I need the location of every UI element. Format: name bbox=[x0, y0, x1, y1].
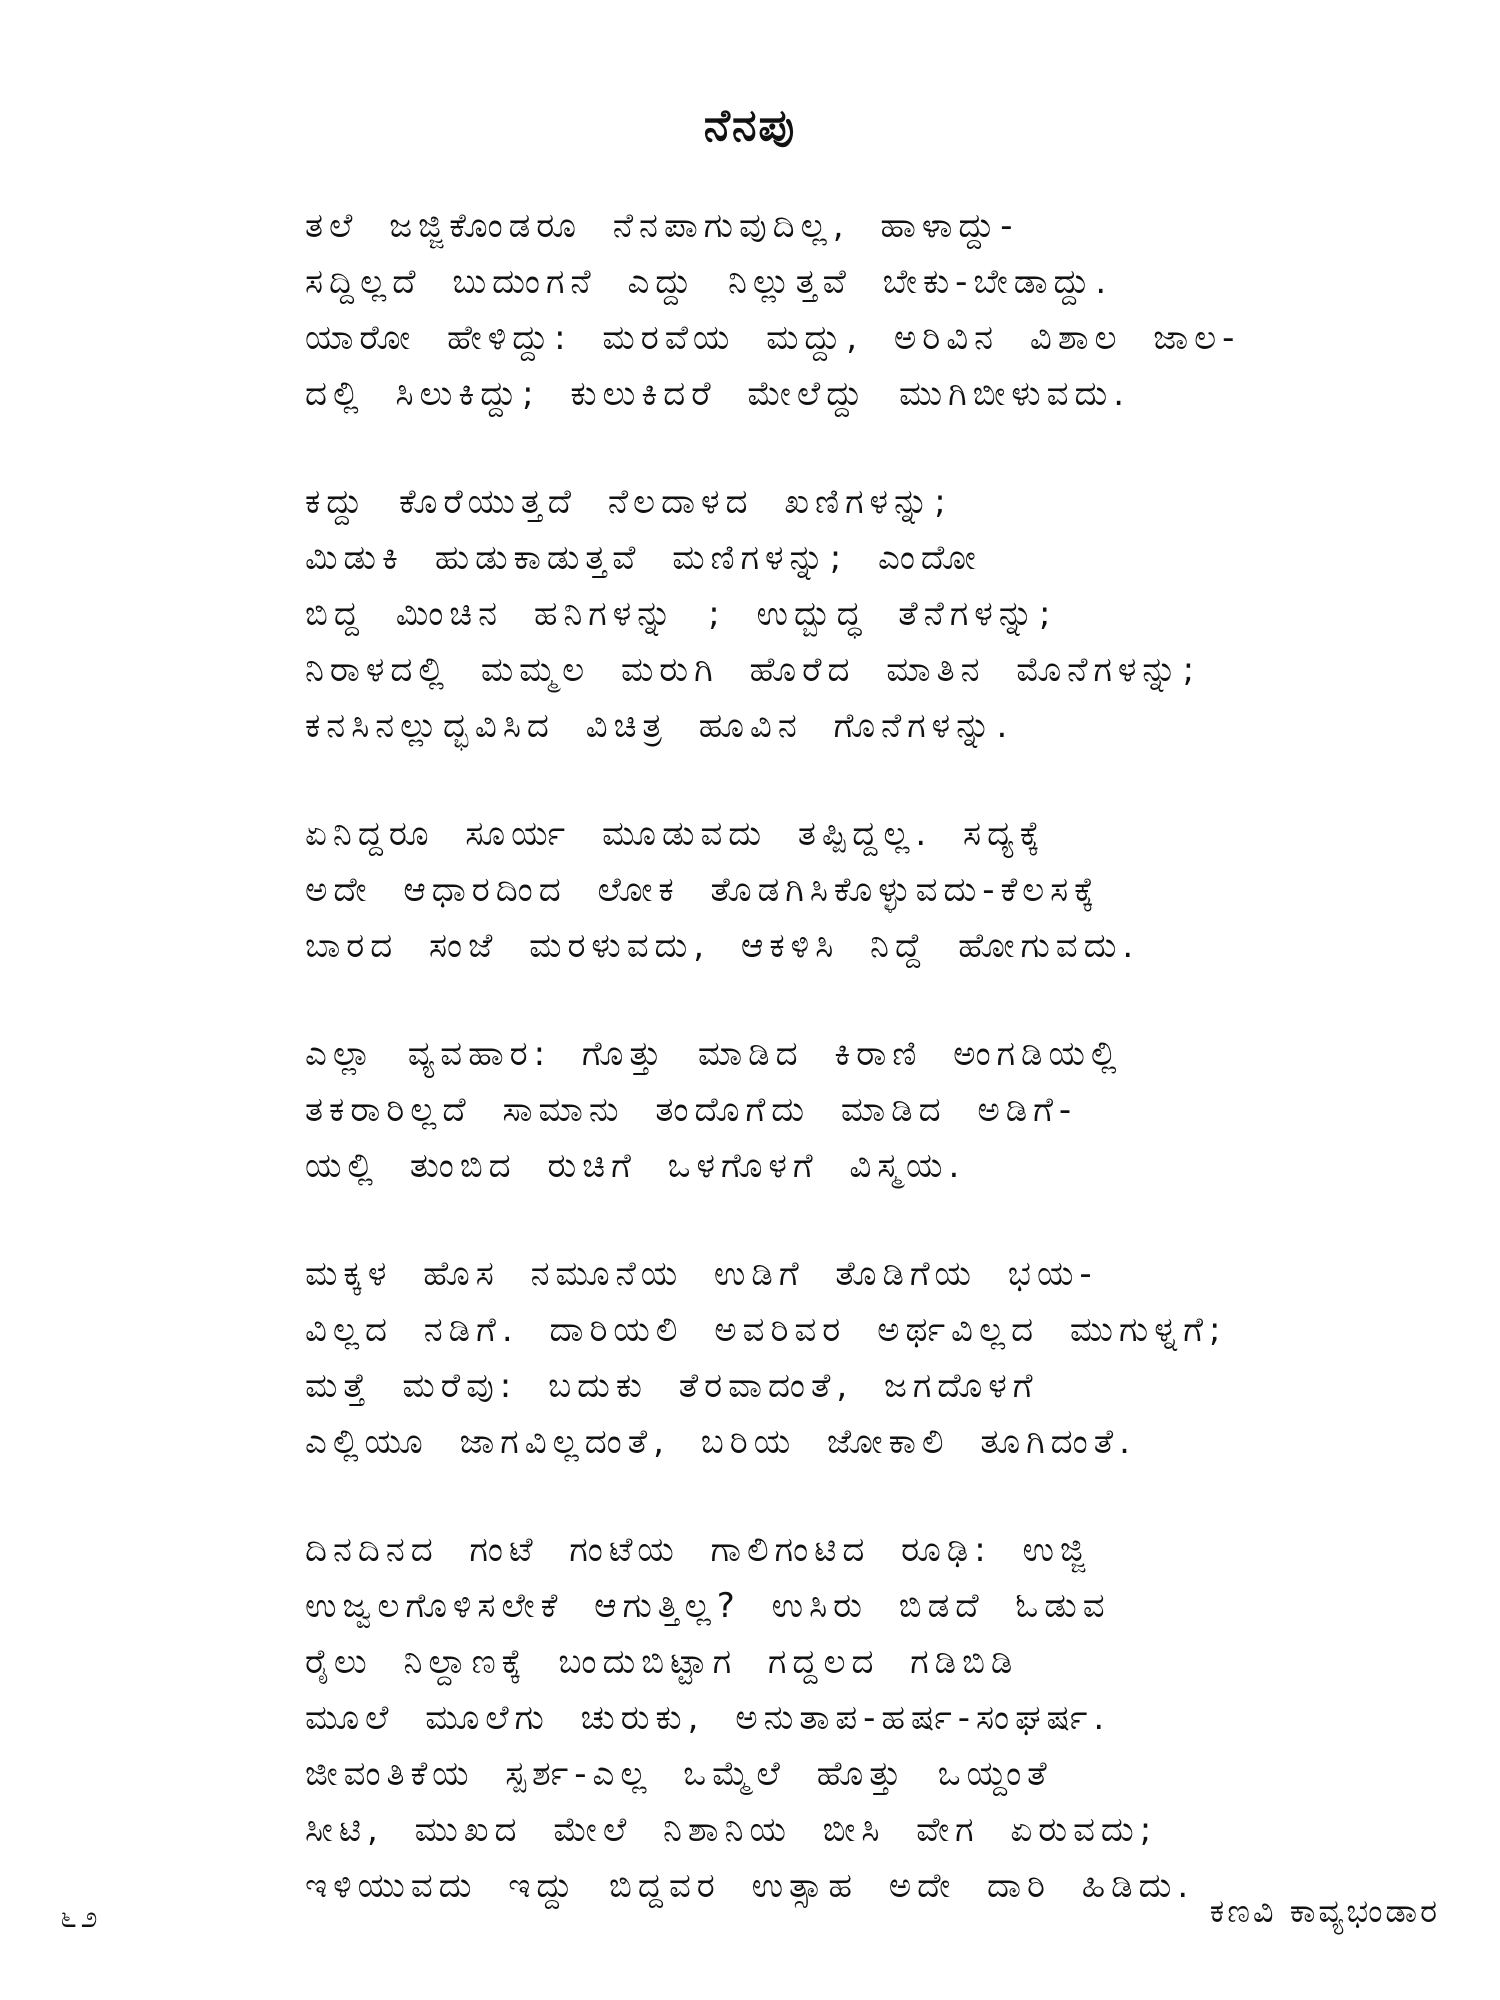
poem-line: ಸದ್ದಿಲ್ಲದೆ ಬುದುಂಗನೆ ಎದ್ದು ನಿಲ್ಲುತ್ತವೆ ಬೇಕು-ಬೇಡಾದ್ದು. bbox=[305, 262, 1113, 302]
poem-line: ದಲ್ಲಿ ಸಿಲುಕಿದ್ದು; ಕುಲುಕಿದರೆ ಮೇಲೆದ್ದು ಮುಗಿಬೀಳುವದು. bbox=[305, 374, 1131, 414]
poem-line: ಕನಸಿನಲ್ಲುದ್ಭವಿಸಿದ ವಿಚಿತ್ರ ಹೂವಿನ ಗೊನೆಗಳನ್ನು. bbox=[305, 706, 1014, 746]
poem-line: ಕದ್ದು ಕೊರೆಯುತ್ತದೆ ನೆಲದಾಳದ ಖಣಿಗಳನ್ನು; bbox=[305, 482, 952, 522]
page-number: ೬೨ bbox=[60, 1900, 102, 1935]
poem-line: ಅದೇ ಆಧಾರದಿಂದ ಲೋಕ ತೊಡಗಿಸಿಕೊಳ್ಳುವದು-ಕೆಲಸಕ್ಕೆ bbox=[305, 870, 1101, 910]
poem-line: ಜೀವಂತಿಕೆಯ ಸ್ಪರ್ಶ-ಎಲ್ಲ ಒಮ್ಮೆಲೆ ಹೊತ್ತು ಒಯ್ದಂತೆ bbox=[305, 1754, 1053, 1794]
stanza-5 bbox=[305, 1246, 1435, 1470]
poem-line: ಮೂಲೆ ಮೂಲೆಗು ಚುರುಕು, ಅನುತಾಪ-ಹರ್ಷ-ಸಂಘರ್ಷ. bbox=[305, 1698, 1111, 1738]
poem-line: ಮಿಡುಕಿ ಹುಡುಕಾಡುತ್ತವೆ ಮಣಿಗಳನ್ನು; ಎಂದೋ bbox=[305, 538, 982, 578]
stanza-3 bbox=[305, 806, 1435, 974]
poem-line: ತಲೆ ಜಜ್ಜಿಕೊಂಡರೂ ನೆನಪಾಗುವುದಿಲ್ಲ, ಹಾಳಾದ್ದು- bbox=[305, 206, 1019, 246]
poem-line: ಮತ್ತೆ ಮರೆವು: ಬದುಕು ತೆರವಾದಂತೆ, ಜಗದೊಳಗೆ bbox=[305, 1366, 1039, 1406]
poem-body bbox=[305, 198, 1435, 1966]
poem-line: ನಿರಾಳದಲ್ಲಿ ಮಮ್ಮಲ ಮರುಗಿ ಹೊರೆದ ಮಾತಿನ ಮೊನೆಗಳನ್ನು; bbox=[305, 650, 1201, 690]
stanza-6 bbox=[305, 1522, 1435, 1914]
poem-line: ಇಳಿಯುವದು ಇದ್ದು ಬಿದ್ದವರ ಉತ್ಸಾಹ ಅದೇ ದಾರಿ ಹಿಡಿದು. bbox=[305, 1866, 1195, 1906]
poem-title: ನೆನಪು bbox=[703, 100, 797, 151]
stanza-4 bbox=[305, 1026, 1435, 1194]
poem-line: ಎಲ್ಲಿಯೂ ಜಾಗವಿಲ್ಲದಂತೆ, ಬರಿಯ ಜೋಕಾಲಿ ತೂಗಿದಂತೆ. bbox=[305, 1422, 1136, 1462]
poem-line: ಬಾರದ ಸಂಜೆ ಮರಳುವದು, ಆಕಳಿಸಿ ನಿದ್ದೆ ಹೋಗುವದು. bbox=[305, 926, 1140, 966]
poem-line: ರೈಲು ನಿಲ್ದಾಣಕ್ಕೆ ಬಂದುಬಿಟ್ಟಾಗ ಗದ್ದಲದ ಗಡಿಬಿಡಿ bbox=[305, 1642, 1019, 1682]
poem-line: ತಕರಾರಿಲ್ಲದೆ ಸಾಮಾನು ತಂದೊಗೆದು ಮಾಡಿದ ಅಡಿಗೆ- bbox=[305, 1090, 1078, 1130]
poem-line: ಏನಿದ್ದರೂ ಸೂರ್ಯ ಮೂಡುವದು ತಪ್ಪಿದ್ದಲ್ಲ. ಸದ್ಯಕ್ಕೆ bbox=[305, 814, 1046, 854]
poem-line: ಯಾರೋ ಹೇಳಿದ್ದು: ಮರವೆಯ ಮದ್ದು, ಅರಿವಿನ ವಿಶಾಲ ಜಾಲ- bbox=[305, 318, 1241, 358]
poem-line: ಉಜ್ವಲಗೊಳಿಸಲೇಕೆ ಆಗುತ್ತಿಲ್ಲ? ಉಸಿರು ಬಿಡದೆ ಓಡುವ bbox=[305, 1586, 1111, 1626]
stanza-1 bbox=[305, 198, 1435, 422]
poem-line: ಎಲ್ಲಾ ವ್ಯವಹಾರ: ಗೊತ್ತು ಮಾಡಿದ ಕಿರಾಣಿ ಅಂಗಡಿಯಲ್ಲಿ bbox=[305, 1034, 1123, 1074]
poem-line: ಬಿದ್ದ ಮಿಂಚಿನ ಹನಿಗಳನ್ನು ; ಉದ್ಬುದ್ಧ ತೆನೆಗಳನ್ನು; bbox=[305, 594, 1057, 634]
stanza-2 bbox=[305, 474, 1435, 754]
poem-line: ವಿಲ್ಲದ ನಡಿಗೆ. ದಾರಿಯಲಿ ಅವರಿವರ ಅರ್ಥವಿಲ್ಲದ ಮುಗುಳ್ನಗೆ; bbox=[305, 1310, 1227, 1350]
poem-line: ದಿನದಿನದ ಗಂಟೆ ಗಂಟೆಯ ಗಾಲಿಗಂಟಿದ ರೂಢಿ: ಉಜ್ಜಿ bbox=[305, 1530, 1092, 1570]
poem-line: ಯಲ್ಲಿ ತುಂಬಿದ ರುಚಿಗೆ ಒಳಗೊಳಗೆ ವಿಸ್ಮಯ. bbox=[305, 1146, 966, 1186]
book-title: ಕಣವಿ ಕಾವ್ಯಭಂಡಾರ bbox=[1209, 1892, 1440, 1930]
poem-line: ಸೀಟಿ, ಮುಖದ ಮೇಲೆ ನಿಶಾನಿಯ ಬೀಸಿ ವೇಗ ಏರುವದು; bbox=[305, 1810, 1158, 1850]
poem-line: ಮಕ್ಕಳ ಹೊಸ ನಮೂನೆಯ ಉಡಿಗೆ ತೊಡಿಗೆಯ ಭಯ- bbox=[305, 1254, 1098, 1294]
